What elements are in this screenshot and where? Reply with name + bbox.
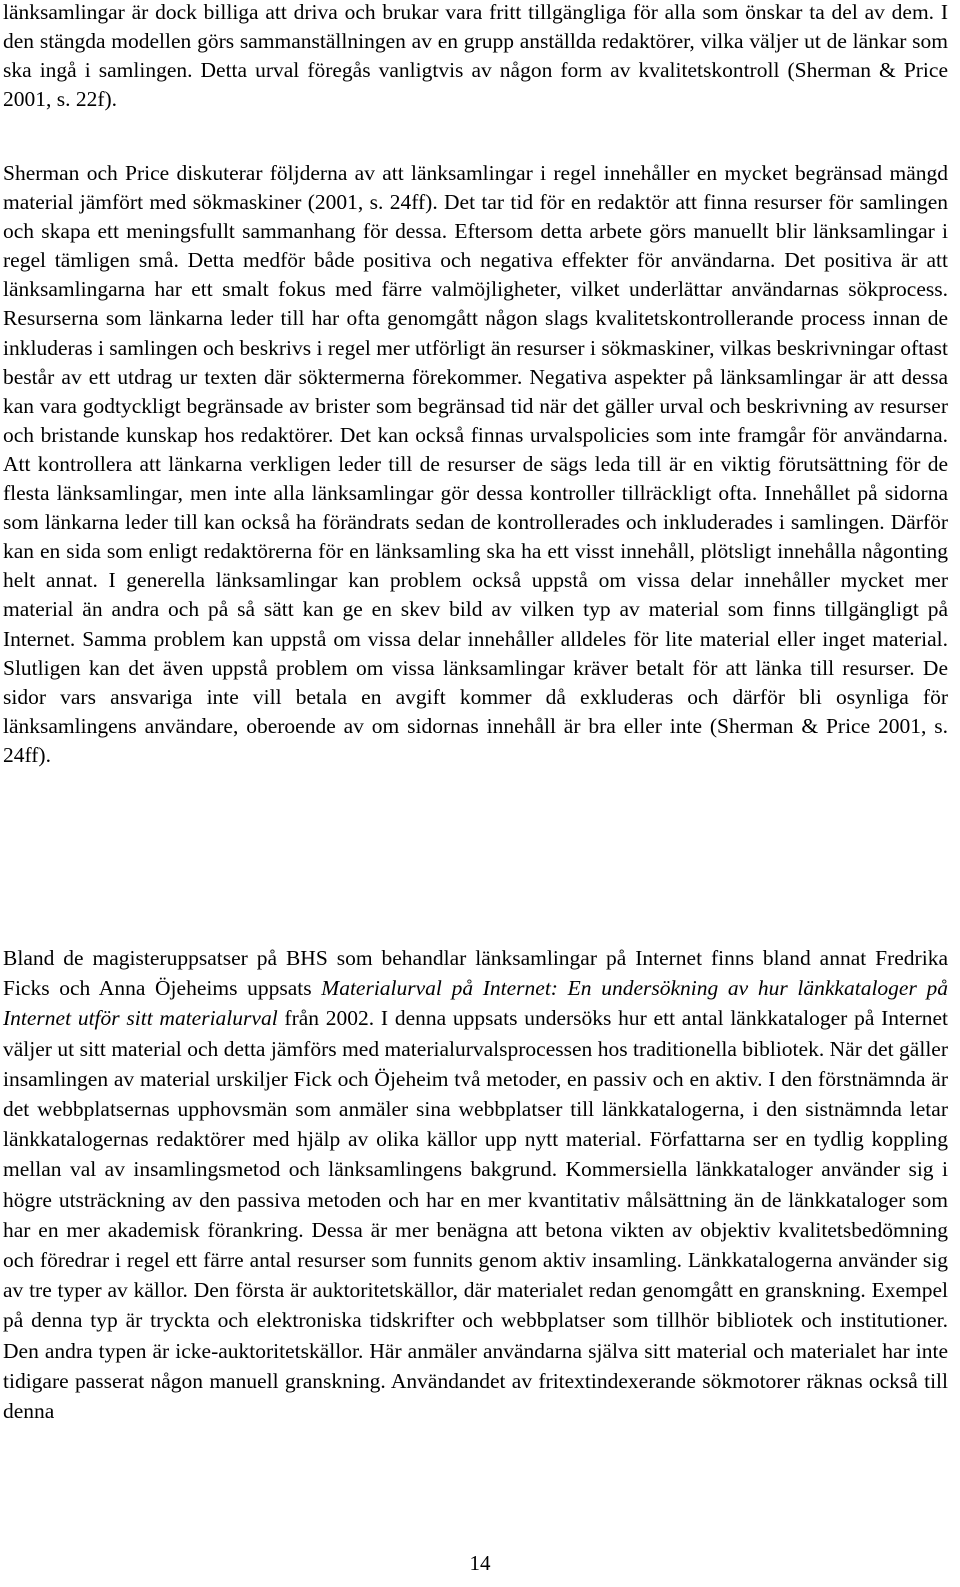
page-number: 14	[469, 1551, 491, 1575]
paragraph-3	[3, 943, 948, 1426]
paragraph-2	[3, 159, 948, 770]
paragraph-3-text-end: från 2002. I denna uppsats undersöks hur ett antal länkkataloger på Internet väljer ut sitt material och detta jämförs med materialurvalsprocessen hos traditionella bibliotek. När det gäller insamlingen av material urskiljer Fick och Öjeheim två metoder, en passiv och en aktiv. I den förstnämnda är det webbplatsernas upphovsmän som anmäler sina webbplatser till länkkatalogerna, i den sistnämnda letar länkkatalogernas redaktörer med hjälp av olika källor upp nytt material. Författarna ser en tydlig koppling mellan val av insamlingsmetod och länksamlingens bakgrund. Kommersiella länkkataloger använder sig i högre utsträckning av den passiva metoden och har en mer kvantitativ målsättning än de länkkataloger som har en mer akademisk förankring. Dessa är mer benägna att betona vikten av objektiv kvalitetsbedömning och föredrar i regel ett färre antal resurser som funnits genom aktiv insamling. Länkkatalogerna använder sig av tre typer av källor. Den första är auktoritetskällor, där materialet redan genomgått en granskning. Exempel på denna typ är tryckta och elektroniska tidskrifter och webbplatser som tillhör bibliotek och institutioner. Den andra typen är icke-auktoritetskällor. Här anmäler användarna själva sitt material och materialet har inte tidigare passerat någon manuell granskning. Användandet av fritextindexerande sökmotorer räknas också till denna	[3, 1006, 948, 1424]
paragraph-1	[3, 0, 948, 114]
paragraph-3-thesis-title: Materialurval på Internet: En undersökning av hur länkkataloger på Internet utför sitt materialurval	[3, 976, 948, 1031]
paragraph-2-text: Sherman och Price diskuterar följderna av att länksamlingar i regel innehåller en mycket begränsad mängd material jämfört med sökmaskiner (2001, s. 24ff). Det tar tid för en redaktör att finna resurser för samlingen och skapa ett meningsfullt sammanhang för dessa. Eftersom detta arbete görs manuellt blir länksamlingar i regel tämligen små. Detta medför både positiva och negativa effekter för användarna. Det positiva är att länksamlingarna har ett smalt fokus med färre valmöjligheter, vilket underlättar användarnas sökprocess. Resurserna som länkarna leder till har ofta genomgått någon slags kvalitetskontrollerande process innan de inkluderas i samlingen och beskrivs i regel mer utförligt än resurser i sökmaskiner, vilkas beskrivningar oftast består av ett utdrag ur texten där söktermerna förekommer. Negativa aspekter på länksamlingar är att dessa kan vara godtyckligt begränsade av brister som begränsad tid när det gäller urval och beskrivning av resurser och bristande kunskap hos redaktörer. Det kan också finnas urvalspolicies som inte framgår för användarna. Att kontrollera att länkarna verkligen leder till de resurser de sägs leda till är en viktig förutsättning för de flesta länksamlingar, men inte alla länksamlingar gör dessa kontroller tillräckligt ofta. Innehållet på sidorna som länkarna leder till kan också ha förändrats sedan de kontrollerades och inkluderades i samlingen. Därför kan en sida som enligt redaktörerna för en länksamling ska ha ett visst innehåll, plötsligt innehålla någonting helt annat. I generella länksamlingar kan problem också uppstå om vissa delar innehåller mycket mer material än andra och på så sätt kan ge en skev bild av vilken typ av material som finns tillgängligt på Internet. Samma problem kan uppstå om vissa delar innehåller alldeles för lite material eller inget material. Slutligen kan det även uppstå problem om vissa länksamlingar kräver betalt för att länka till resurser. De sidor vars ansvariga inte vill betala en avgift kommer då exkluderas och därför bli osynliga för länksamlingens användare, oberoende av om sidornas innehåll är bra eller inte (Sherman & Price 2001, s. 24ff).	[3, 161, 948, 767]
paragraph-1-text: länksamlingar är dock billiga att driva och brukar vara fritt tillgängliga för alla som önskar ta del av dem. I den stängda modellen görs sammanställningen av en grupp anställda redaktörer, vilka väljer ut de länkar som ska ingå i samlingen. Detta urval föregås vanligtvis av någon form av kvalitetskontroll (Sherman & Price 2001, s. 22f).	[3, 0, 948, 112]
paragraph-3-text-start: Bland de magisteruppsatser på BHS som behandlar länksamlingar på Internet finns bland annat Fredrika Ficks och Anna Öjeheims uppsats	[3, 946, 948, 1001]
